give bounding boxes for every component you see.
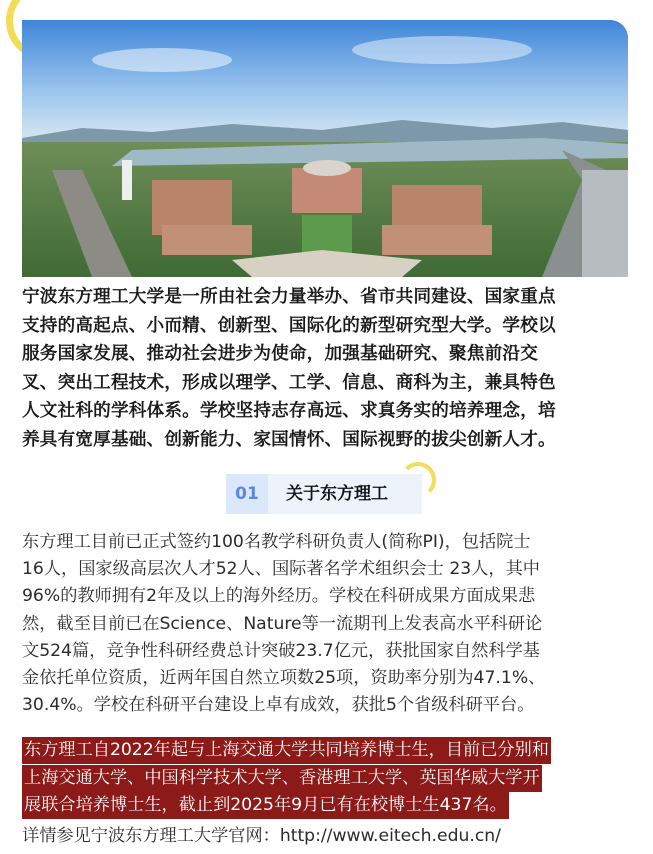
- about-paragraph: 东方理工目前已正式签约100名教学科研负责人(简称PI)，包括院士 16人，国家级高层次人才52人、国际著名学术组织会士 23人，其中 96%的教师拥有2年及以上的海外经历。学校在科研成果方面成果悲 然，截至目前已在Science、Nature等一流期刊上发表高水平科研论 文524篇，竞争性科研经费总计突破23.7亿元，获批国家自然科学基 金依托单位资质，近两年国自然立项数25项，资助率分别为47.1%、 30.4%。学校在科研平台建设上卓有成效，获批5个省级科研平台。: [22, 532, 546, 716]
- campus-aerial-photo: [22, 20, 628, 277]
- section-header: [226, 470, 422, 514]
- section-number: 01: [226, 474, 268, 514]
- phd-highlight-block: [22, 737, 632, 820]
- intro-paragraph: 宁波东方理工大学是一所由社会力量举办、省市共同建设、国家重点 支持的高起点、小而精、创新型、国际化的新型研究型大学。学校以 服务国家发展、推动社会进步为使命，加强基础研究、聚焦前沿交 叉、突出工程技术，形成以理学、工学、信息、商科为主，兼具特色 人文社科的学科体系。学校坚持志存高远、求真务实的培养理念，培 养具有宽厚基础、创新能力、家国情怀、国际视野的拔尖创新人才。: [22, 287, 556, 450]
- section-title: 关于东方理工: [286, 484, 388, 504]
- highlight-line: 上海交通大学、中国科学技术大学、香港理工大学、英国华威大学开: [22, 765, 542, 792]
- highlight-line: 东方理工自2022年起与上海交通大学共同培养博士生，目前已分别和: [22, 737, 551, 764]
- campus-photo-illustration: [22, 20, 628, 277]
- highlight-line: 展联合培养博士生，截止到2025年9月已有在校博士生437名。: [22, 792, 509, 819]
- section-decorative-arc: [400, 462, 436, 498]
- website-reference: 详情参见宁波东方理工大学官网：http://www.eitech.edu.cn/: [22, 826, 501, 846]
